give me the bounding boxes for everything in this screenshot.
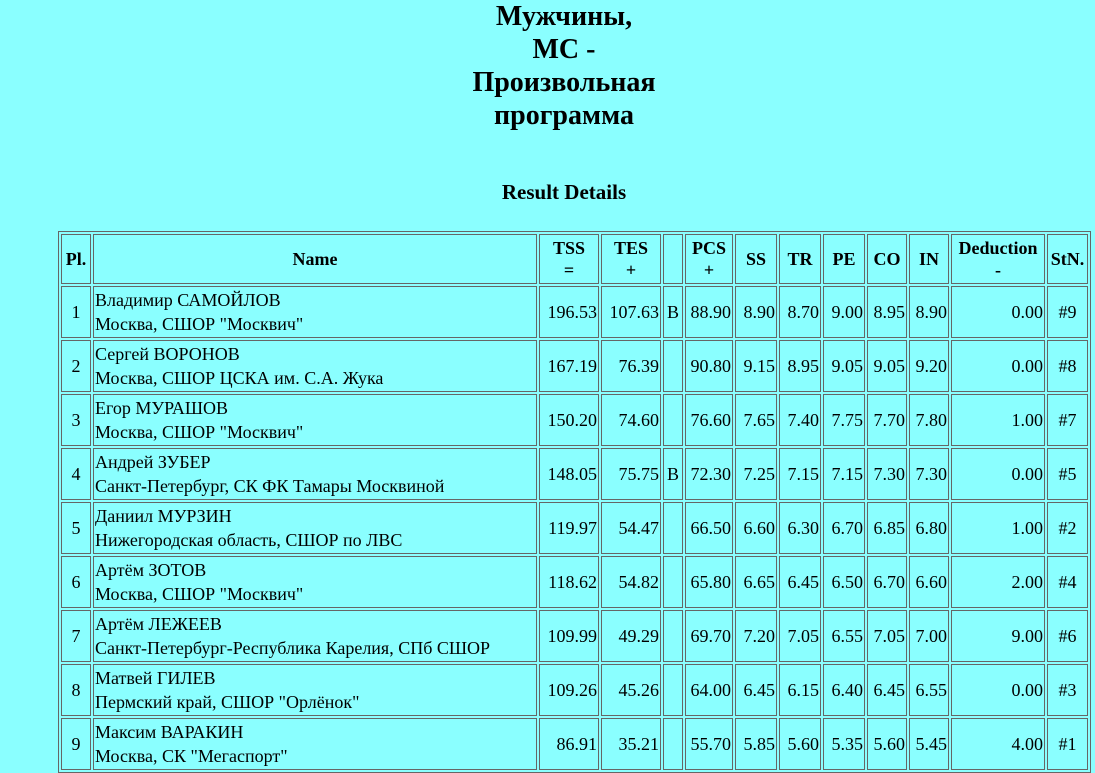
cell-ss: 9.15 bbox=[735, 340, 777, 392]
table-row bbox=[61, 718, 1088, 770]
skater-club: Москва, СК "Мегаспорт" bbox=[95, 746, 288, 766]
cell-tr: 7.40 bbox=[779, 394, 821, 446]
cell-pcs: 76.60 bbox=[685, 394, 733, 446]
cell-in: 5.45 bbox=[909, 718, 949, 770]
skater-club: Санкт-Петербург-Республика Карелия, СПб СШОР bbox=[95, 638, 491, 658]
page-title bbox=[0, 0, 1095, 132]
cell-bonus bbox=[663, 718, 683, 770]
cell-tes: 54.47 bbox=[601, 502, 661, 554]
cell-tss: 119.97 bbox=[539, 502, 599, 554]
cell-in: 7.80 bbox=[909, 394, 949, 446]
skater-club: Москва, СШОР "Москвич" bbox=[95, 584, 304, 604]
cell-ss: 5.85 bbox=[735, 718, 777, 770]
cell-pe: 6.40 bbox=[823, 664, 865, 716]
cell-tes: 35.21 bbox=[601, 718, 661, 770]
cell-start-number: #8 bbox=[1047, 340, 1088, 392]
cell-tr: 8.70 bbox=[779, 286, 821, 338]
header-pl: Pl. bbox=[61, 234, 91, 284]
cell-bonus bbox=[663, 610, 683, 662]
cell-tes: 75.75 bbox=[601, 448, 661, 500]
cell-tes: 107.63 bbox=[601, 286, 661, 338]
cell-pe: 7.15 bbox=[823, 448, 865, 500]
cell-deduction: 0.00 bbox=[951, 340, 1045, 392]
cell-start-number: #6 bbox=[1047, 610, 1088, 662]
header-in: IN bbox=[909, 234, 949, 284]
cell-tss: 86.91 bbox=[539, 718, 599, 770]
cell-start-number: #9 bbox=[1047, 286, 1088, 338]
cell-co: 6.85 bbox=[867, 502, 907, 554]
cell-ss: 7.65 bbox=[735, 394, 777, 446]
skater-name: Владимир САМОЙЛОВ bbox=[95, 290, 281, 310]
header-pcs: PCS + bbox=[685, 234, 733, 284]
cell-ss: 8.90 bbox=[735, 286, 777, 338]
title-line: Мужчины, bbox=[495, 1, 633, 32]
cell-place: 1 bbox=[61, 286, 91, 338]
cell-tss: 196.53 bbox=[539, 286, 599, 338]
cell-place: 2 bbox=[61, 340, 91, 392]
cell-pcs: 72.30 bbox=[685, 448, 733, 500]
cell-tr: 7.15 bbox=[779, 448, 821, 500]
skater-name: Егор МУРАШОВ bbox=[95, 398, 229, 418]
cell-tes: 74.60 bbox=[601, 394, 661, 446]
table-row bbox=[61, 286, 1088, 338]
cell-name bbox=[93, 502, 537, 554]
results-table bbox=[58, 231, 1091, 773]
skater-club: Москва, СШОР "Москвич" bbox=[95, 422, 304, 442]
skater-name: Андрей ЗУБЕР bbox=[95, 452, 211, 472]
skater-name: Артём ЗОТОВ bbox=[95, 560, 207, 580]
header-tr: TR bbox=[779, 234, 821, 284]
cell-tes: 49.29 bbox=[601, 610, 661, 662]
title-line: МС - bbox=[532, 34, 596, 65]
cell-pcs: 66.50 bbox=[685, 502, 733, 554]
cell-tss: 109.99 bbox=[539, 610, 599, 662]
cell-name bbox=[93, 664, 537, 716]
header-name: Name bbox=[93, 234, 537, 284]
cell-tss: 148.05 bbox=[539, 448, 599, 500]
header-row bbox=[61, 234, 1088, 284]
cell-pe: 6.70 bbox=[823, 502, 865, 554]
cell-bonus bbox=[663, 556, 683, 608]
cell-name bbox=[93, 448, 537, 500]
cell-in: 7.00 bbox=[909, 610, 949, 662]
cell-deduction: 0.00 bbox=[951, 448, 1045, 500]
cell-name bbox=[93, 340, 537, 392]
cell-name bbox=[93, 286, 537, 338]
title-line: программа bbox=[494, 100, 634, 131]
cell-start-number: #5 bbox=[1047, 448, 1088, 500]
cell-co: 6.45 bbox=[867, 664, 907, 716]
cell-name bbox=[93, 394, 537, 446]
cell-co: 6.70 bbox=[867, 556, 907, 608]
cell-pcs: 69.70 bbox=[685, 610, 733, 662]
cell-pcs: 65.80 bbox=[685, 556, 733, 608]
cell-ss: 6.45 bbox=[735, 664, 777, 716]
cell-tr: 5.60 bbox=[779, 718, 821, 770]
cell-start-number: #4 bbox=[1047, 556, 1088, 608]
cell-pcs: 88.90 bbox=[685, 286, 733, 338]
cell-place: 3 bbox=[61, 394, 91, 446]
cell-deduction: 0.00 bbox=[951, 664, 1045, 716]
cell-co: 7.70 bbox=[867, 394, 907, 446]
cell-tr: 6.45 bbox=[779, 556, 821, 608]
cell-co: 7.30 bbox=[867, 448, 907, 500]
table-row bbox=[61, 502, 1088, 554]
cell-tes: 45.26 bbox=[601, 664, 661, 716]
cell-in: 7.30 bbox=[909, 448, 949, 500]
cell-deduction: 9.00 bbox=[951, 610, 1045, 662]
skater-club: Пермский край, СШОР "Орлёнок" bbox=[95, 692, 360, 712]
cell-tss: 167.19 bbox=[539, 340, 599, 392]
cell-tr: 7.05 bbox=[779, 610, 821, 662]
cell-bonus bbox=[663, 664, 683, 716]
table-row bbox=[61, 340, 1088, 392]
skater-name: Артём ЛЕЖЕЕВ bbox=[95, 614, 222, 634]
cell-start-number: #1 bbox=[1047, 718, 1088, 770]
cell-tes: 76.39 bbox=[601, 340, 661, 392]
cell-pe: 5.35 bbox=[823, 718, 865, 770]
cell-tr: 6.30 bbox=[779, 502, 821, 554]
cell-place: 5 bbox=[61, 502, 91, 554]
cell-name bbox=[93, 556, 537, 608]
cell-name bbox=[93, 610, 537, 662]
cell-bonus bbox=[663, 340, 683, 392]
table-row bbox=[61, 448, 1088, 500]
cell-tes: 54.82 bbox=[601, 556, 661, 608]
cell-pe: 9.00 bbox=[823, 286, 865, 338]
cell-start-number: #2 bbox=[1047, 502, 1088, 554]
cell-bonus: B bbox=[663, 448, 683, 500]
cell-pcs: 90.80 bbox=[685, 340, 733, 392]
cell-bonus bbox=[663, 502, 683, 554]
cell-tss: 150.20 bbox=[539, 394, 599, 446]
cell-pe: 9.05 bbox=[823, 340, 865, 392]
cell-deduction: 1.00 bbox=[951, 502, 1045, 554]
cell-tr: 8.95 bbox=[779, 340, 821, 392]
cell-deduction: 2.00 bbox=[951, 556, 1045, 608]
skater-club: Москва, СШОР "Москвич" bbox=[95, 314, 304, 334]
skater-club: Санкт-Петербург, СК ФК Тамары Москвиной bbox=[95, 476, 445, 496]
header-stn: StN. bbox=[1047, 234, 1088, 284]
cell-start-number: #3 bbox=[1047, 664, 1088, 716]
skater-name: Матвей ГИЛЕВ bbox=[95, 668, 216, 688]
header-tes: TES + bbox=[601, 234, 661, 284]
cell-in: 6.55 bbox=[909, 664, 949, 716]
cell-place: 4 bbox=[61, 448, 91, 500]
cell-co: 8.95 bbox=[867, 286, 907, 338]
cell-in: 9.20 bbox=[909, 340, 949, 392]
cell-place: 6 bbox=[61, 556, 91, 608]
cell-deduction: 4.00 bbox=[951, 718, 1045, 770]
cell-bonus bbox=[663, 394, 683, 446]
skater-club: Нижегородская область, СШОР по ЛВС bbox=[95, 530, 403, 550]
cell-start-number: #7 bbox=[1047, 394, 1088, 446]
cell-co: 9.05 bbox=[867, 340, 907, 392]
skater-name: Максим ВАРАКИН bbox=[95, 722, 244, 742]
cell-deduction: 1.00 bbox=[951, 394, 1045, 446]
header-deduction: Deduction - bbox=[951, 234, 1045, 284]
header-tss: TSS = bbox=[539, 234, 599, 284]
cell-bonus: B bbox=[663, 286, 683, 338]
cell-ss: 6.60 bbox=[735, 502, 777, 554]
cell-ss: 7.20 bbox=[735, 610, 777, 662]
skater-name: Даниил МУРЗИН bbox=[95, 506, 232, 526]
cell-place: 8 bbox=[61, 664, 91, 716]
cell-pcs: 55.70 bbox=[685, 718, 733, 770]
cell-in: 8.90 bbox=[909, 286, 949, 338]
cell-deduction: 0.00 bbox=[951, 286, 1045, 338]
cell-ss: 6.65 bbox=[735, 556, 777, 608]
header-pe: PE bbox=[823, 234, 865, 284]
table-row bbox=[61, 394, 1088, 446]
cell-in: 6.60 bbox=[909, 556, 949, 608]
cell-pe: 6.55 bbox=[823, 610, 865, 662]
cell-name bbox=[93, 718, 537, 770]
table-row bbox=[61, 664, 1088, 716]
result-details-heading: Result Details bbox=[501, 180, 627, 204]
cell-pe: 7.75 bbox=[823, 394, 865, 446]
header-bonus bbox=[663, 234, 683, 284]
title-line: Произвольная bbox=[472, 67, 656, 98]
cell-place: 7 bbox=[61, 610, 91, 662]
skater-club: Москва, СШОР ЦСКА им. С.А. Жука bbox=[95, 368, 384, 388]
skater-name: Сергей ВОРОНОВ bbox=[95, 344, 240, 364]
table-row bbox=[61, 610, 1088, 662]
cell-co: 5.60 bbox=[867, 718, 907, 770]
header-ss: SS bbox=[735, 234, 777, 284]
cell-pcs: 64.00 bbox=[685, 664, 733, 716]
cell-in: 6.80 bbox=[909, 502, 949, 554]
header-co: CO bbox=[867, 234, 907, 284]
cell-ss: 7.25 bbox=[735, 448, 777, 500]
cell-place: 9 bbox=[61, 718, 91, 770]
cell-tss: 109.26 bbox=[539, 664, 599, 716]
cell-pe: 6.50 bbox=[823, 556, 865, 608]
cell-tss: 118.62 bbox=[539, 556, 599, 608]
cell-tr: 6.15 bbox=[779, 664, 821, 716]
cell-co: 7.05 bbox=[867, 610, 907, 662]
table-row bbox=[61, 556, 1088, 608]
